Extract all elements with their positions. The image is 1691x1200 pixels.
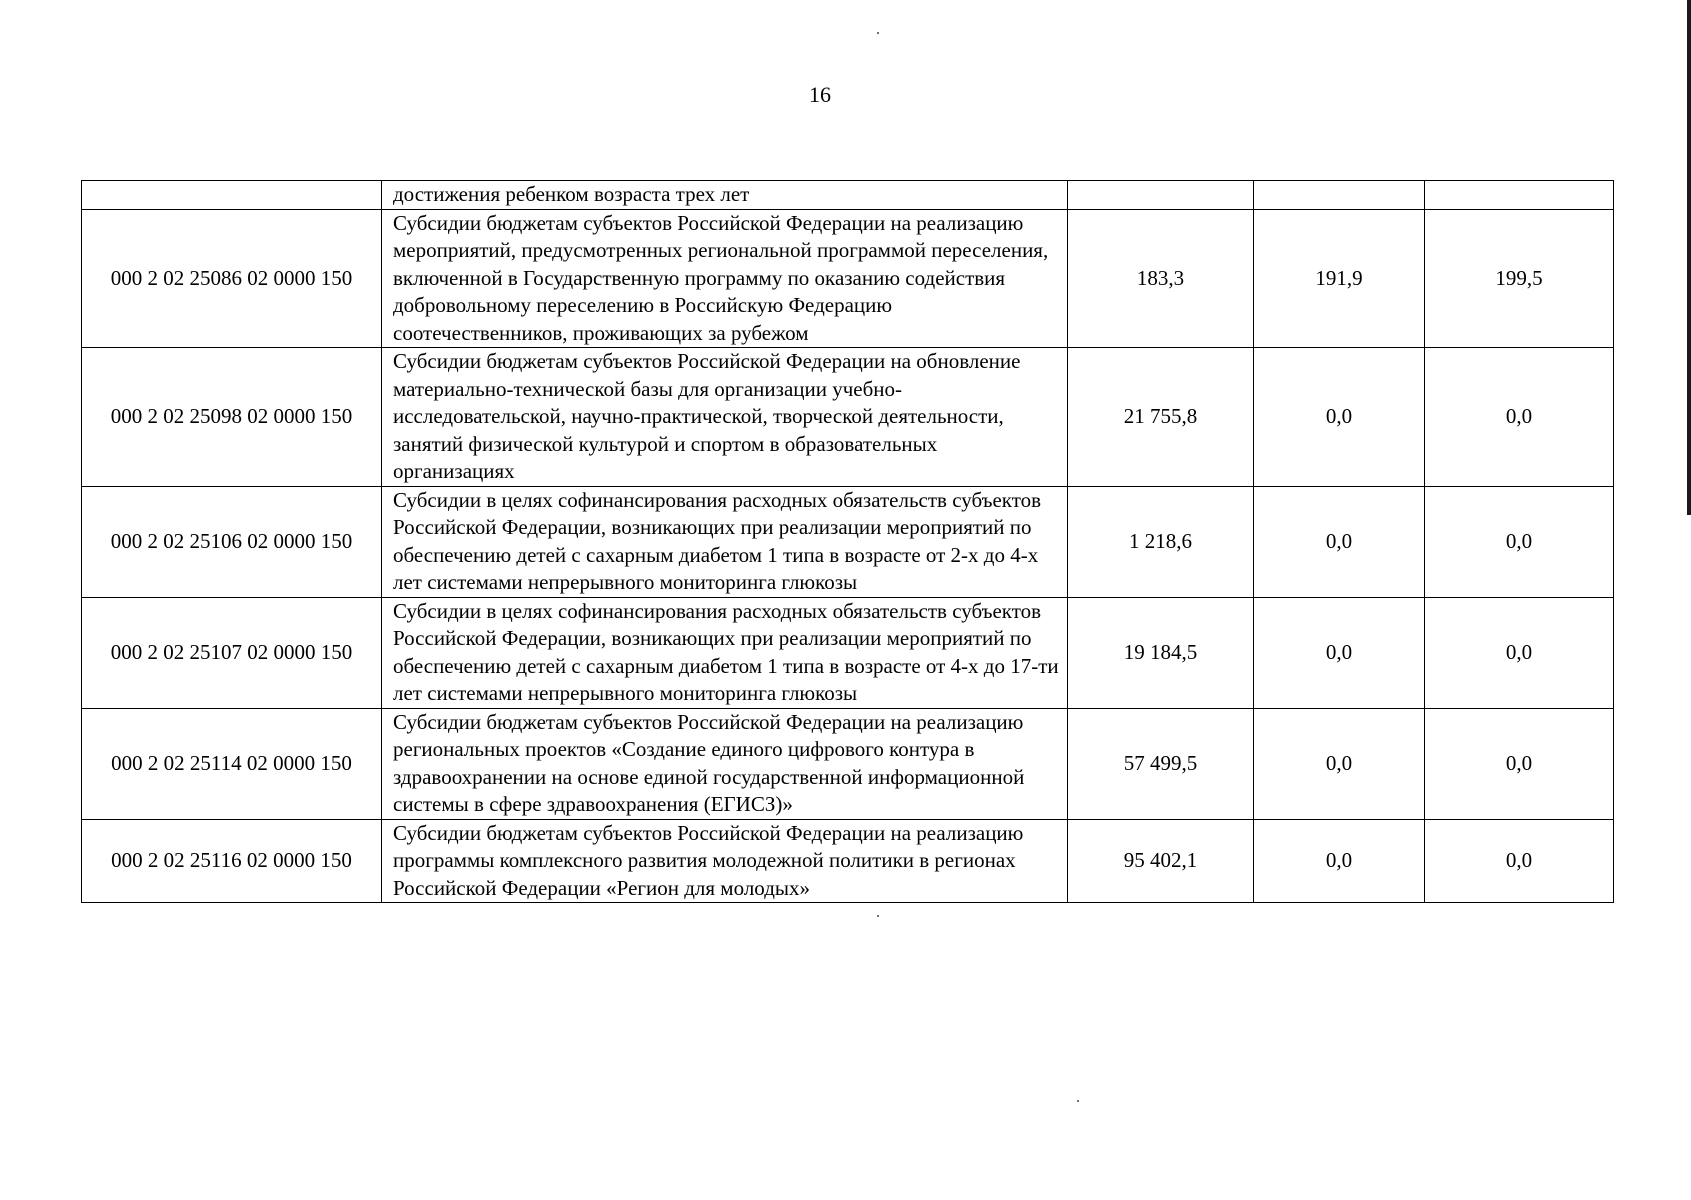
table-row <box>82 819 1614 903</box>
cell-description: Субсидии в целях софинансирования расходных обязательств субъектов Российской Федерации, возникающих при реализации мероприятий по обеспечению детей с сахарным диабетом 1 типа в возрасте от 4-х до 17-ти лет системами непрерывного мониторинга глюкозы <box>382 597 1068 708</box>
cell-value-2: 0,0 <box>1254 597 1425 708</box>
table-row-continuation <box>82 181 1614 210</box>
cell-code: 000 2 02 25116 02 0000 150 <box>82 819 382 903</box>
cell-value-1: 21 755,8 <box>1068 348 1254 487</box>
cell-value-2: 0,0 <box>1254 348 1425 487</box>
cell-value-3 <box>1425 181 1614 210</box>
cell-value-3: 0,0 <box>1425 708 1614 819</box>
cell-value-2: 0,0 <box>1254 486 1425 597</box>
cell-description: Субсидии бюджетам субъектов Российской Федерации на обновление материально-технической базы для организации учебно-исследовательской, научно-практической, творческой деятельности, занятий физической культурой и спортом в образовательных организациях <box>382 348 1068 487</box>
cell-code: 000 2 02 25086 02 0000 150 <box>82 209 382 348</box>
cell-code: 000 2 02 25098 02 0000 150 <box>82 348 382 487</box>
cell-value-1: 19 184,5 <box>1068 597 1254 708</box>
cell-description: Субсидии бюджетам субъектов Российской Федерации на реализацию мероприятий, предусмотренных региональной программой переселения, включенной в Государственную программу по оказанию содействия добровольному переселению в Российскую Федерацию соотечественников, проживающих за рубежом <box>382 209 1068 348</box>
cell-code: 000 2 02 25106 02 0000 150 <box>82 486 382 597</box>
cell-value-1: 95 402,1 <box>1068 819 1254 903</box>
cell-value-3: 0,0 <box>1425 819 1614 903</box>
cell-value-2: 0,0 <box>1254 708 1425 819</box>
budget-revenue-table <box>81 180 1614 903</box>
cell-description: Субсидии бюджетам субъектов Российской Федерации на реализацию программы комплексного развития молодежной политики в регионах Российской Федерации «Регион для молодых» <box>382 819 1068 903</box>
table-row <box>82 486 1614 597</box>
cell-description: Субсидии в целях софинансирования расходных обязательств субъектов Российской Федерации, возникающих при реализации мероприятий по обеспечению детей с сахарным диабетом 1 типа в возрасте от 2-х до 4-х лет системами непрерывного мониторинга глюкозы <box>382 486 1068 597</box>
cell-value-1 <box>1068 181 1254 210</box>
scan-speck <box>877 32 879 34</box>
cell-value-1: 183,3 <box>1068 209 1254 348</box>
table-row <box>82 209 1614 348</box>
cell-value-3: 0,0 <box>1425 597 1614 708</box>
table-row <box>82 597 1614 708</box>
cell-code: 000 2 02 25107 02 0000 150 <box>82 597 382 708</box>
cell-code: 000 2 02 25114 02 0000 150 <box>82 708 382 819</box>
table-row <box>82 708 1614 819</box>
cell-value-3: 199,5 <box>1425 209 1614 348</box>
cell-description: Субсидии бюджетам субъектов Российской Федерации на реализацию региональных проектов «Создание единого цифрового контура в здравоохранении на основе единой государственной информационной системы в сфере здравоохранения (ЕГИСЗ)» <box>382 708 1068 819</box>
cell-value-1: 1 218,6 <box>1068 486 1254 597</box>
page-number: 16 <box>809 82 831 107</box>
scan-speck <box>877 915 879 917</box>
cell-value-2 <box>1254 181 1425 210</box>
cell-description: достижения ребенком возраста трех лет <box>382 181 1068 210</box>
scan-speck <box>1077 1100 1079 1102</box>
cell-code <box>82 181 382 210</box>
cell-value-1: 57 499,5 <box>1068 708 1254 819</box>
table-row <box>82 348 1614 487</box>
cell-value-3: 0,0 <box>1425 348 1614 487</box>
cell-value-3: 0,0 <box>1425 486 1614 597</box>
cell-value-2: 191,9 <box>1254 209 1425 348</box>
cell-value-2: 0,0 <box>1254 819 1425 903</box>
scan-edge-mark <box>1687 0 1691 515</box>
